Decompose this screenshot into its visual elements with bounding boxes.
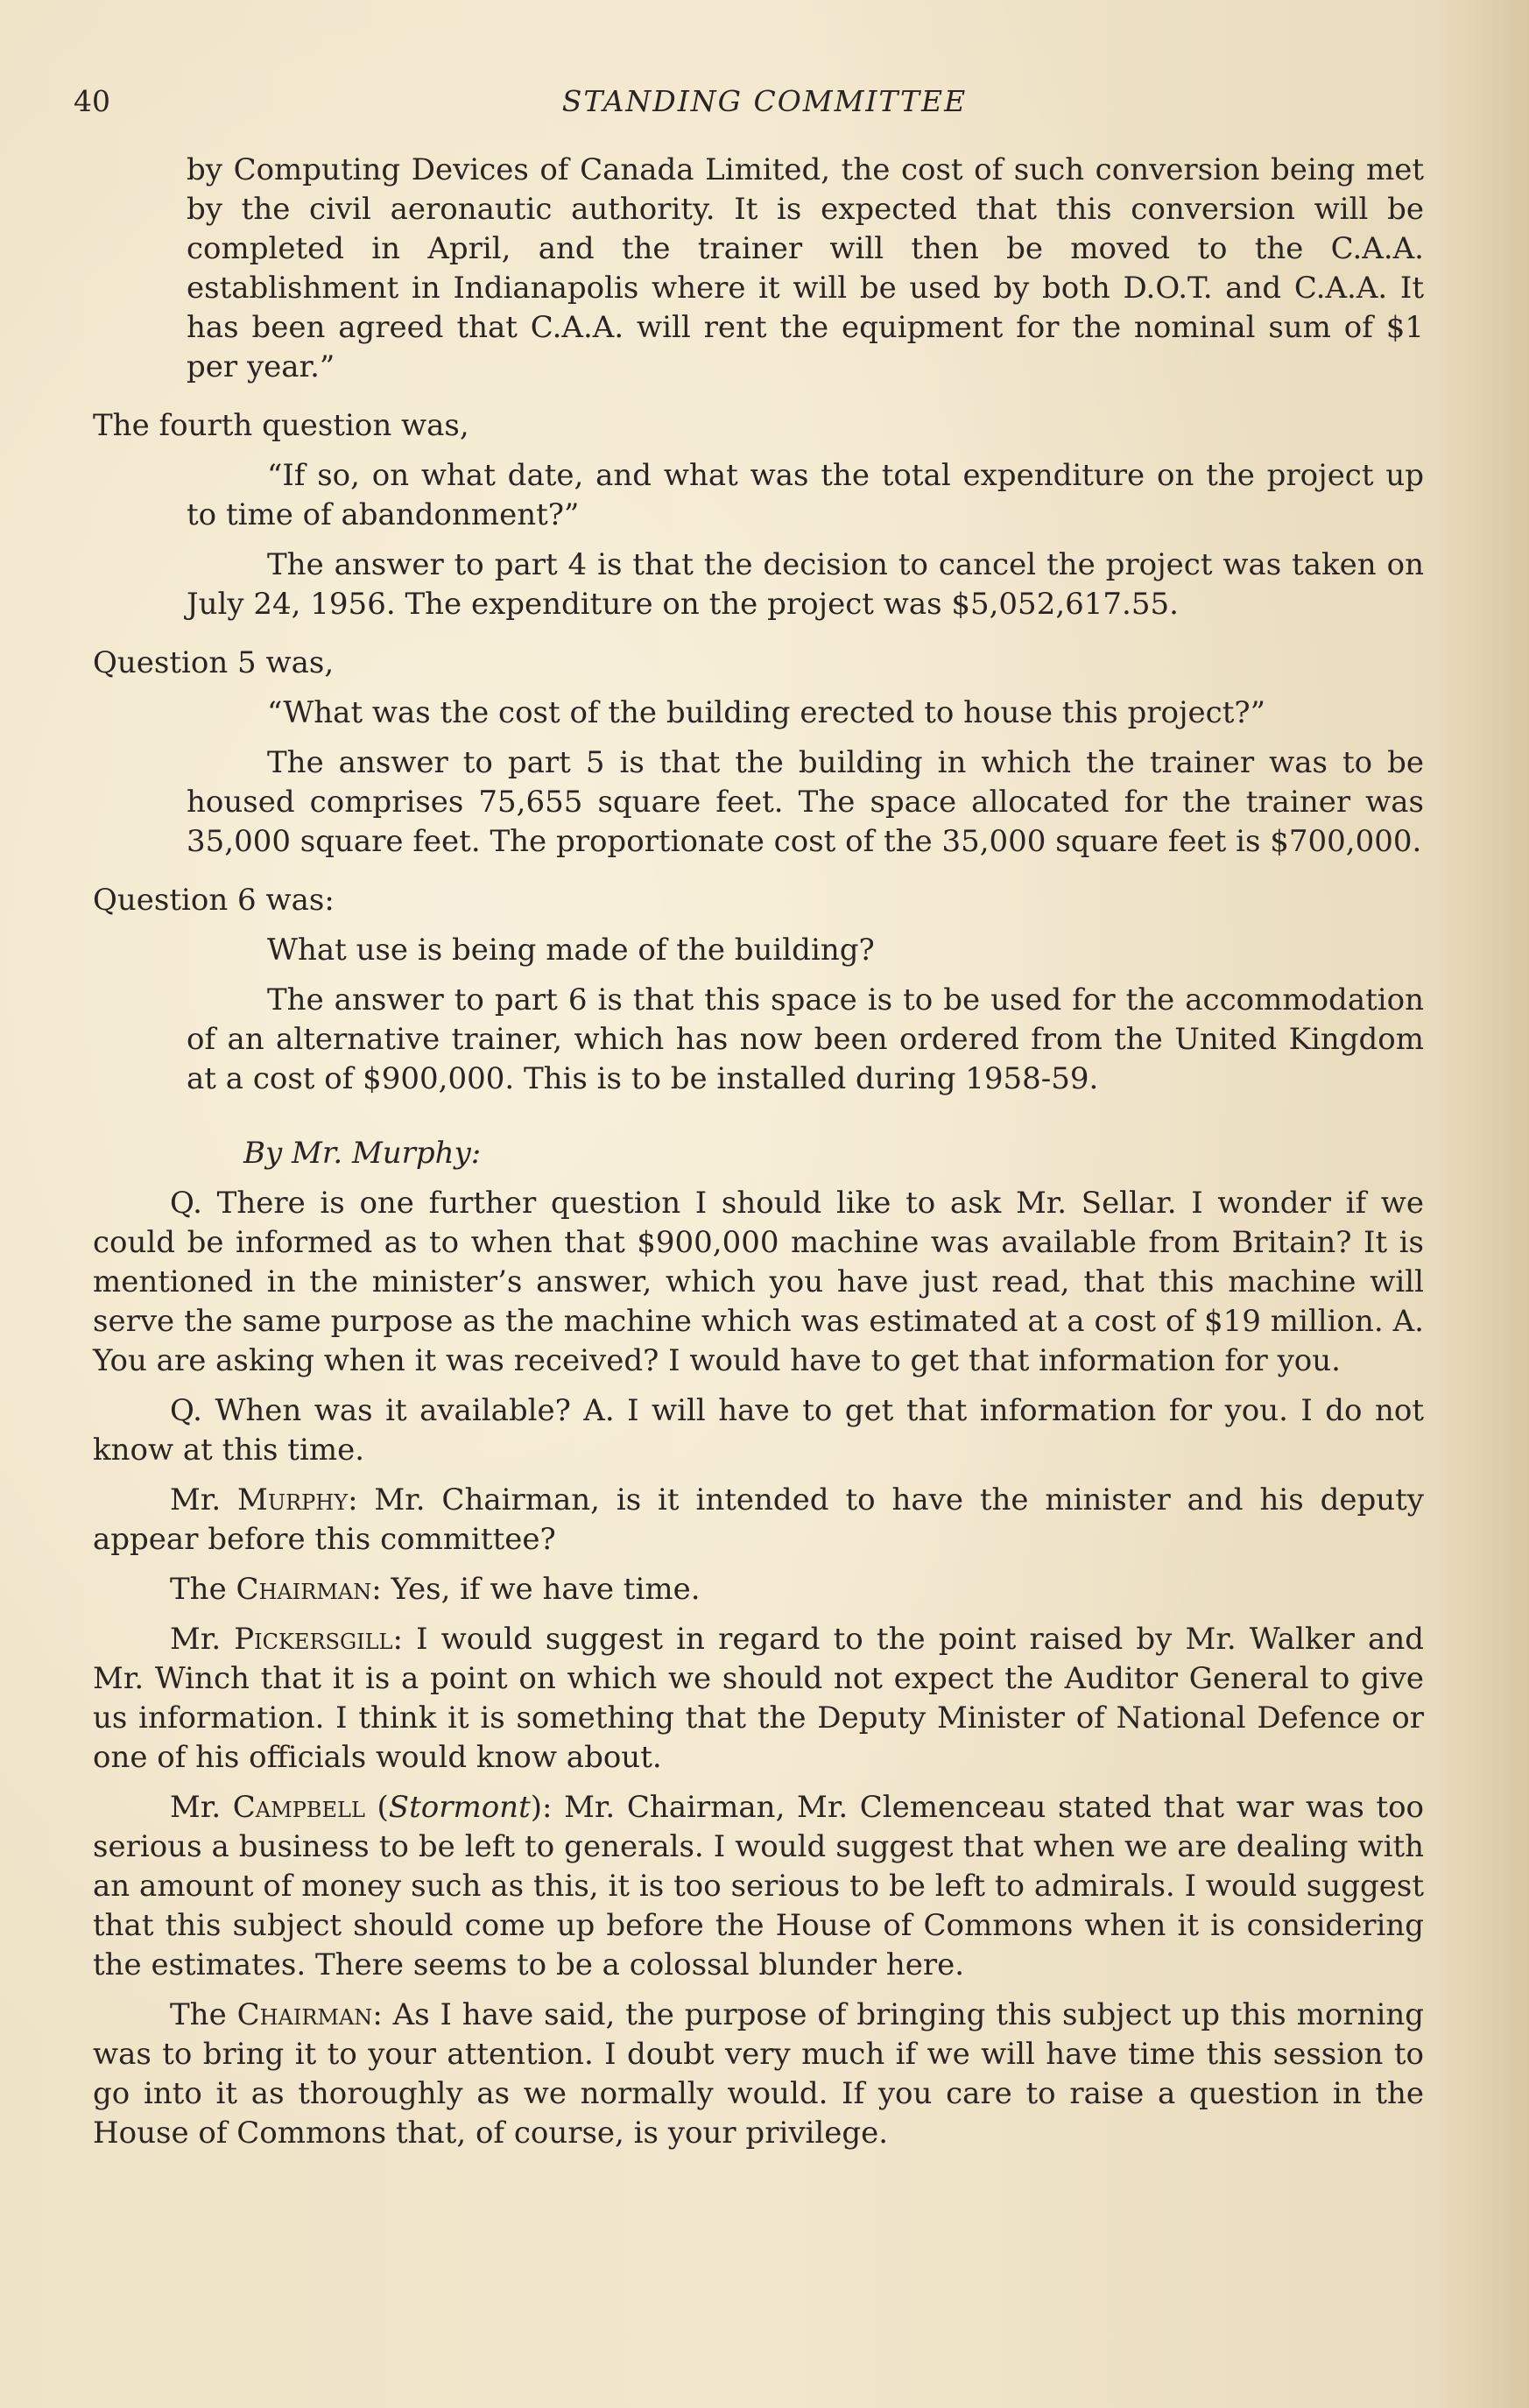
paragraph bbox=[93, 1996, 1424, 2153]
paragraph bbox=[93, 694, 1424, 733]
text-run: ): Mr. Chairman, Mr. Clemenceau stated that war was too serious a business to be left to generals. I would suggest that when we are dealing with an amount of money such as this, it is too serious to be left to admirals. I would suggest that this subject should come up before the House of Commons when it is considering the estimates. There seems to be a colossal blunder here. bbox=[93, 1790, 1425, 1982]
text-run: : Mr. Chairman, is it intended to have the minister and his deputy appear before this committee? bbox=[93, 1482, 1424, 1557]
text-run: by Computing Devices of Canada Limited, the cost of such conversion being met by the civil aeronautic authority. It is expected that this conversion will be completed in April, and the trainer will then be moved to the C.A.A. establishment in Indianapolis where it will be used by both D.O.T. and C.A.A. It has been agreed that C.A.A. will rent the equipment for the nominal sum of $1 per year.” bbox=[187, 152, 1424, 384]
paragraph bbox=[93, 1570, 1424, 1609]
text-run: ( bbox=[364, 1790, 389, 1825]
text-run: : As I have said, the purpose of bringing this subject up this morning was to bring it to your attention. I doubt very much if we will have time this session to go into it as thoroughly as we normally would. If you care to raise a question in the House of Commons that, of course, is your privilege. bbox=[93, 1997, 1424, 2151]
text-run: The fourth question was, bbox=[93, 408, 469, 443]
paragraph bbox=[93, 1620, 1424, 1778]
paragraph bbox=[93, 1184, 1424, 1381]
speaker-name: Campbell bbox=[232, 1790, 365, 1825]
running-title: STANDING COMMITTEE bbox=[561, 84, 968, 118]
text-run: Question 6 was: bbox=[93, 883, 335, 918]
speaker-name: Pickersgill bbox=[234, 1622, 393, 1657]
paragraph bbox=[93, 644, 1424, 683]
paragraph bbox=[93, 406, 1424, 446]
italic-text: Stormont bbox=[388, 1790, 531, 1825]
text-run: “What was the cost of the building erected to house this project?” bbox=[267, 695, 1265, 730]
text-run: The answer to part 6 is that this space is to be used for the accommodation of an alternative trainer, which has now been ordered from the United Kingdom at a cost of $900,000. This is to be installed during 1958-59. bbox=[187, 982, 1424, 1096]
text-run: “If so, on what date, and what was the total expenditure on the project up to time of abandonment?” bbox=[187, 458, 1424, 532]
paragraph bbox=[93, 981, 1424, 1099]
speaker-name: Chairman bbox=[236, 1572, 372, 1607]
text-run: The answer to part 5 is that the building in which the trainer was to be housed comprises 75,655 square feet. The space allocated for the trainer was 35,000 square feet. The proportionate cost of the 35,000 square feet is $700,000. bbox=[187, 745, 1424, 859]
text-run: Q. There is one further question I should like to ask Mr. Sellar. I wonder if we could be informed as to when that $900,000 machine was available from Britain? It is mentioned in the minister’s answer, which you have just read, that this machine will serve the same purpose as the machine which was estimated at a cost of $19 million. A. You are asking when it was received? I would have to get that information for you. bbox=[93, 1186, 1424, 1378]
text-run: Mr. bbox=[170, 1622, 235, 1657]
text-run: What use is being made of the building? bbox=[267, 933, 875, 968]
text-run: Question 5 was, bbox=[93, 645, 335, 680]
paragraph bbox=[93, 546, 1424, 624]
text-run: : Yes, if we have time. bbox=[371, 1572, 701, 1607]
paragraph bbox=[93, 743, 1424, 862]
paragraph bbox=[93, 456, 1424, 535]
text-run: The bbox=[170, 1572, 236, 1607]
paragraph bbox=[93, 1134, 1424, 1173]
paragraph bbox=[93, 1788, 1424, 1985]
paragraph bbox=[93, 1481, 1424, 1560]
paragraph bbox=[93, 151, 1424, 387]
paragraph bbox=[93, 881, 1424, 920]
speaker-name: Murphy bbox=[237, 1482, 349, 1517]
speaker-name: Chairman bbox=[236, 1997, 373, 2032]
text-run: Q. When was it available? A. I will have to get that information for you. I do not know at this time. bbox=[93, 1393, 1424, 1468]
paragraph bbox=[93, 931, 1424, 970]
page-number: 40 bbox=[74, 84, 110, 118]
text-run: : I would suggest in regard to the point raised by Mr. Walker and Mr. Winch that it is a point on which we should not expect the Auditor General to give us information. I think it is something that the Deputy Minister of National Defence or one of his officials would know about. bbox=[93, 1622, 1424, 1775]
text-body bbox=[93, 151, 1424, 2164]
paragraph bbox=[93, 1391, 1424, 1470]
text-run: The bbox=[170, 1997, 237, 2032]
text-run: Mr. bbox=[170, 1790, 233, 1825]
text-run: Mr. bbox=[170, 1482, 238, 1517]
text-run: By Mr. Murphy: bbox=[243, 1136, 482, 1171]
text-run: The answer to part 4 is that the decision to cancel the project was taken on July 24, 1956. The expenditure on the project was $5,052,617.55. bbox=[187, 547, 1424, 622]
